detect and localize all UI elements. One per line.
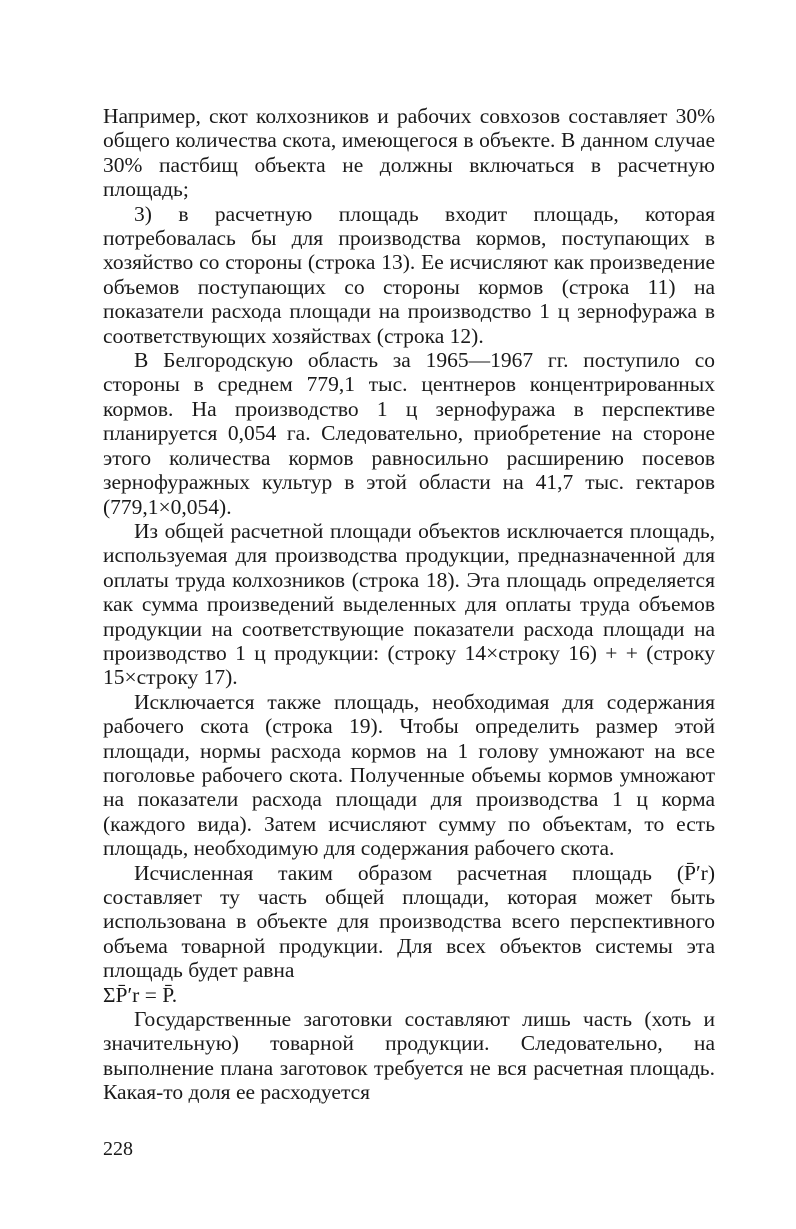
paragraph-5: Исключается также площадь, необходимая для содержания рабочего скота (строка 19). Чтобы определить размер этой площади, нормы расхода кормов на 1 голову умножают на все поголовье рабочего скота. Полученные объемы кормов умножают на показатели расхода площади для производства 1 ц корма (каждого вида). Затем исчисляют сумму по объектам, то есть площадь, необходимую для содержания рабочего скота. [103,689,715,861]
paragraph-2: 3) в расчетную площадь входит площадь, которая потребовалась бы для производства кормов, поступающих в хозяйство со стороны (строка 13). Ее исчисляют как произведение объемов поступающих со стороны кормов (строка 11) на показатели расхода площади на производство 1 ц зернофуража в соответствующих хозяйствах (строка 12). [103,201,715,348]
paragraph-8: Государственные заготовки составляют лишь часть (хоть и значительную) товарной продукции. Следовательно, на выполнение плана заготовок требуется не вся расчетная площадь. Какая-то доля ее расходуется [103,1007,715,1105]
paragraph-6: Исчисленная таким образом расчетная площадь (P̄′r) составляет ту часть общей площади, которая может быть использована в объекте для производства всего перспективного объема товарной продукции. Для всех объектов системы эта площадь будет равна [103,860,715,983]
page-body [103,104,715,1105]
page-number: 228 [103,1138,133,1160]
paragraph-4: Из общей расчетной площади объектов исключается площадь, используемая для производства продукции, предназначенной для оплаты труда колхозников (строка 18). Эта площадь определяется как сумма произведений выделенных для оплаты труда объемов продукции на соответствующие показатели расхода площади на производство 1 ц продукции: (строку 14×строку 16) + + (строку 15×строку 17). [103,518,715,690]
paragraph-1: Например, скот колхозников и рабочих совхозов составляет 30% общего количества скота, имеющегося в объекте. В данном случае 30% пастбищ объекта не должны включаться в расчетную площадь; [103,104,715,202]
formula-sum: ΣP̄′r = P̄. [103,982,178,1007]
paragraph-3: В Белгородскую область за 1965—1967 гг. поступило со стороны в среднем 779,1 тыс. центнеров концентрированных кормов. На производство 1 ц зернофуража в перспективе планируется 0,054 га. Следовательно, приобретение на стороне этого количества кормов равносильно расширению посевов зернофуражных культур в этой области на 41,7 тыс. гектаров (779,1×0,054). [103,348,715,519]
